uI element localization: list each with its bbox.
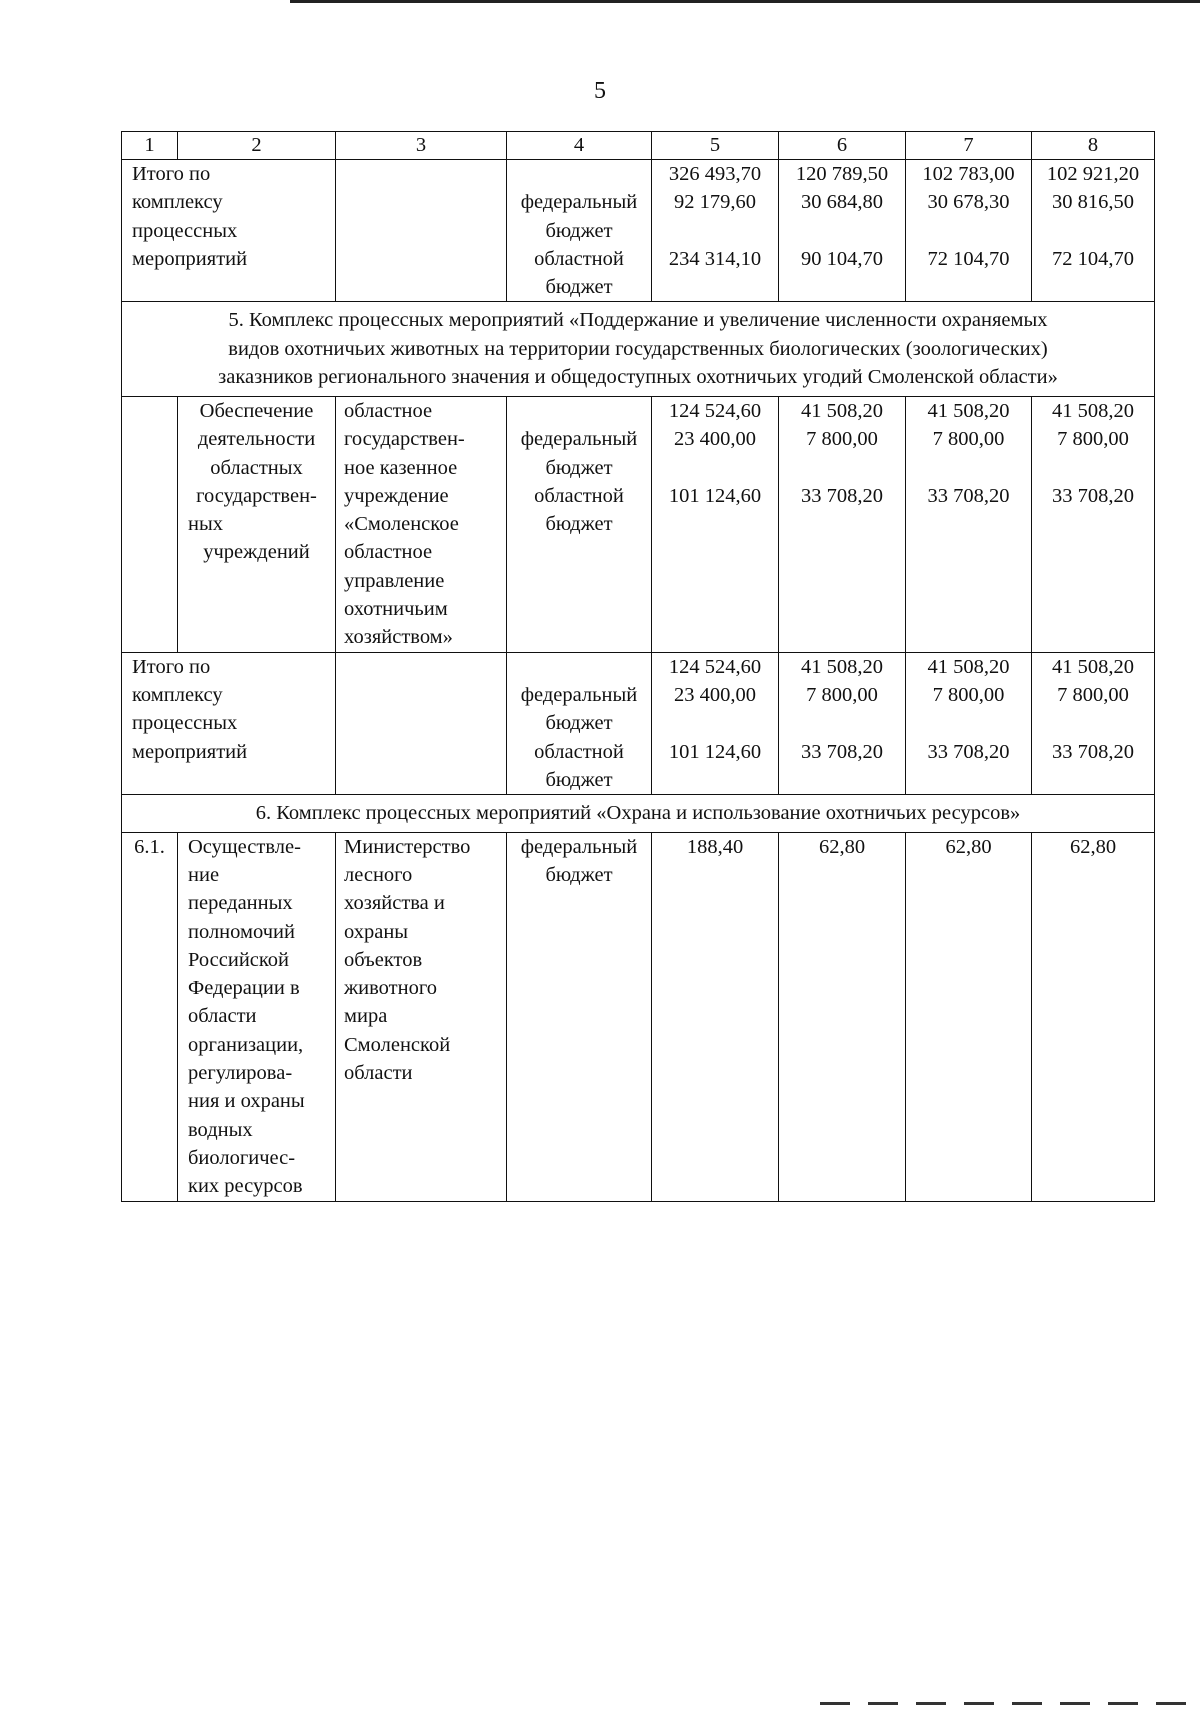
- total-label: Итого по комплексу процессных мероприятий: [122, 652, 336, 794]
- header-cell: 6: [779, 132, 906, 160]
- measure-name: Обеспечение деятельности областных государствен- ных учреждений: [178, 396, 336, 652]
- amount-cell: 41 508,20 7 800,00 33 708,20: [1032, 652, 1155, 794]
- amount-cell: 102 921,20 30 816,50 72 104,70: [1032, 160, 1155, 302]
- header-row: [122, 132, 1155, 160]
- header-cell: 5: [652, 132, 779, 160]
- total-row: [122, 652, 1155, 794]
- header-cell: 8: [1032, 132, 1155, 160]
- funding-source: федеральный бюджет областной бюджет: [507, 652, 652, 794]
- header-cell: 7: [906, 132, 1032, 160]
- executor: областное государствен- ное казенное учреждение «Смоленское областное управление охотничьим хозяйством»: [336, 396, 507, 652]
- amount-cell: 41 508,20 7 800,00 33 708,20: [779, 652, 906, 794]
- amount-cell: 102 783,00 30 678,30 72 104,70: [906, 160, 1032, 302]
- row-number: [122, 396, 178, 652]
- amount-cell: 41 508,20 7 800,00 33 708,20: [906, 652, 1032, 794]
- header-cell: 2: [178, 132, 336, 160]
- header-cell: 1: [122, 132, 178, 160]
- scan-bottom-marks: [820, 1702, 1200, 1705]
- header-cell: 3: [336, 132, 507, 160]
- measure-name: Осуществле- ние переданных полномочий Российской Федерации в области организации, регулирова- ния и охраны водных биологичес- ких ресурсов: [178, 832, 336, 1201]
- amount-cell: 62,80: [906, 832, 1032, 1201]
- funding-source: федеральный бюджет областной бюджет: [507, 396, 652, 652]
- section-5-title-row: [122, 302, 1155, 397]
- table-row: [122, 832, 1155, 1201]
- section-6-title-row: [122, 795, 1155, 833]
- amount-cell: 124 524,60 23 400,00 101 124,60: [652, 652, 779, 794]
- empty-cell: [336, 160, 507, 302]
- section-title: 5. Комплекс процессных мероприятий «Поддержание и увеличение численности охраняемых видов охотничьих животных на территории государственных биологических (зоологических) заказников регионального значения и общедоступных охотничьих угодий Смоленской области»: [122, 302, 1155, 397]
- amount-cell: 62,80: [1032, 832, 1155, 1201]
- scan-top-rule: [290, 0, 1200, 3]
- amount-cell: 120 789,50 30 684,80 90 104,70: [779, 160, 906, 302]
- section-title: 6. Комплекс процессных мероприятий «Охрана и использование охотничьих ресурсов»: [122, 795, 1155, 833]
- amount-cell: 41 508,20 7 800,00 33 708,20: [906, 396, 1032, 652]
- executor: Министерство лесного хозяйства и охраны объектов животного мира Смоленской области: [336, 832, 507, 1201]
- amount-cell: 124 524,60 23 400,00 101 124,60: [652, 396, 779, 652]
- funding-source: федеральный бюджет областной бюджет: [507, 160, 652, 302]
- page-number: 5: [594, 78, 606, 104]
- table-row: [122, 396, 1155, 652]
- funding-source: федеральный бюджет: [507, 832, 652, 1201]
- total-label: Итого по комплексу процессных мероприятий: [122, 160, 336, 302]
- row-number: 6.1.: [122, 832, 178, 1201]
- budget-table: [121, 131, 1155, 1202]
- empty-cell: [336, 652, 507, 794]
- amount-cell: 326 493,70 92 179,60 234 314,10: [652, 160, 779, 302]
- amount-cell: 62,80: [779, 832, 906, 1201]
- total-row: [122, 160, 1155, 302]
- header-cell: 4: [507, 132, 652, 160]
- amount-cell: 188,40: [652, 832, 779, 1201]
- amount-cell: 41 508,20 7 800,00 33 708,20: [1032, 396, 1155, 652]
- amount-cell: 41 508,20 7 800,00 33 708,20: [779, 396, 906, 652]
